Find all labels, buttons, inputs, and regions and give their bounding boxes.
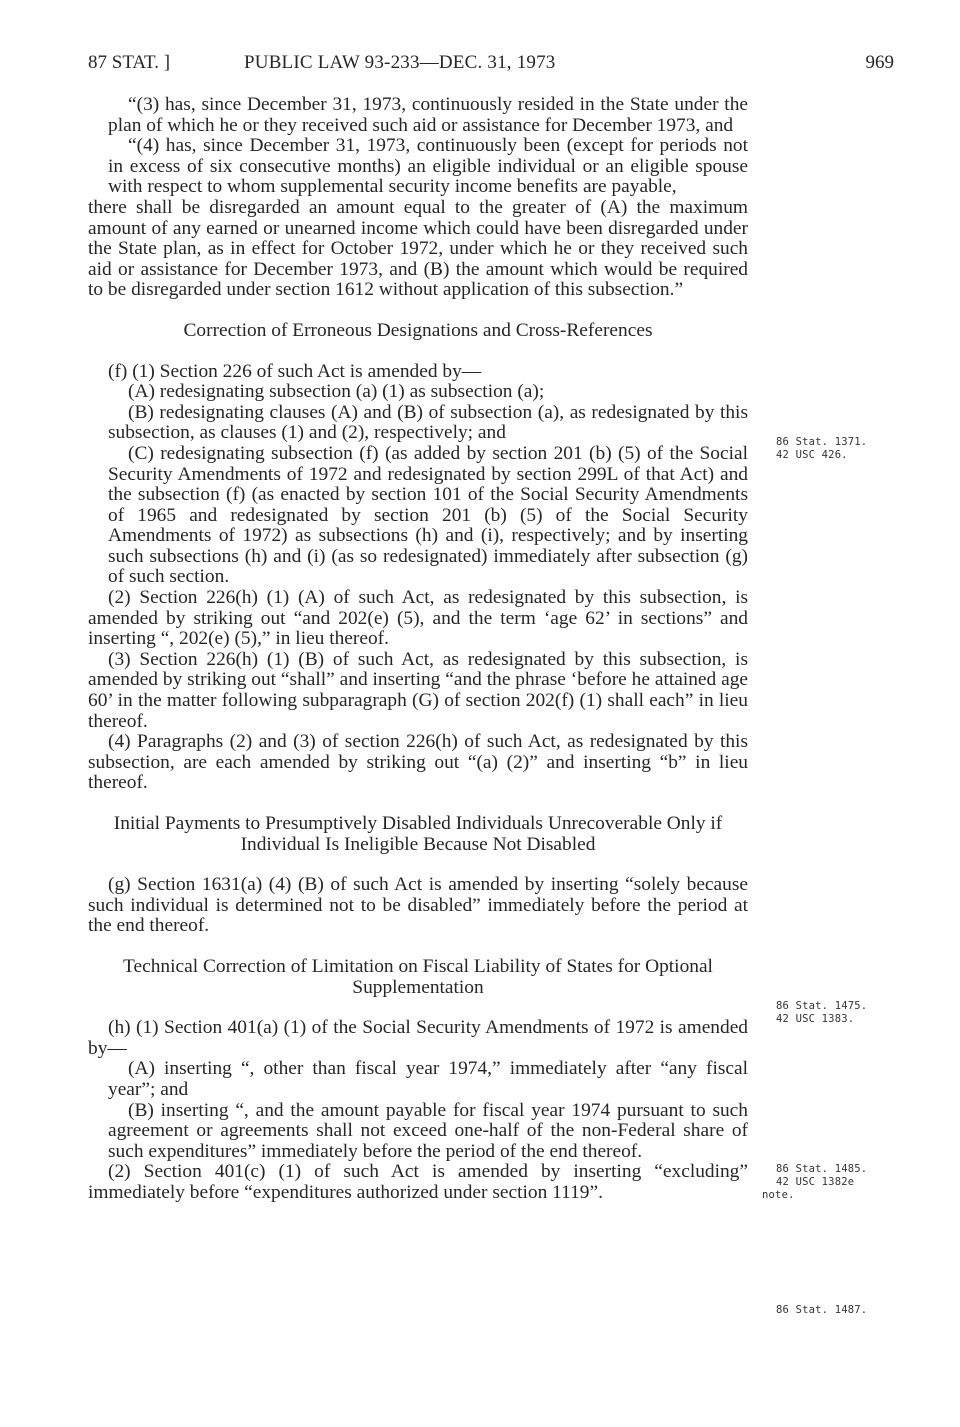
margin-note-g-line1: 86 Stat. 1475.: [776, 1000, 868, 1012]
margin-note-h: [762, 1163, 867, 1202]
paragraph-f1-b: (B) redesignating clauses (A) and (B) of subsection (a), as redesignated by this subsection, as clauses (1) and (2), respectively; and: [108, 401, 748, 444]
margin-note-h-line2: 42 USC 1382e: [776, 1176, 855, 1188]
statute-volume: 87 STAT. ]: [88, 52, 171, 73]
section-heading-g: Initial Payments to Presumptively Disabled Individuals Unrecoverable Only if Individual Is Ineligible Because Not Disabled: [113, 813, 723, 855]
margin-note-f-line1: 86 Stat. 1371.: [776, 436, 868, 448]
document-body: [88, 95, 748, 1204]
paragraph-h2: (2) Section 401(c) (1) of such Act is amended by inserting “excluding” immediately before “expenditures authorized under section 1119”.: [88, 1161, 748, 1203]
page-header: [88, 52, 894, 82]
margin-note-f-line2: 42 USC 426.: [776, 449, 848, 461]
paragraph-f2: (2) Section 226(h) (1) (A) of such Act, as redesignated by this subsection, is amended by striking out “and 202(e) (5), and the term ‘age 62’ in sections” and inserting “, 202(e) (5),” in lieu thereof.: [88, 587, 748, 650]
page-number: 969: [865, 52, 894, 73]
paragraph-f1-c: (C) redesignating subsection (f) (as added by section 201 (b) (5) of the Social Security Amendments of 1972 and redesignated by section 299L of that Act) and the subsection (f) (as enacted by section 101 of the Social Security Amendments of 1965 and redesignated by section 201 (b) (5) of the Social Security Amendments of 1972) as subsections (h) and (i), respectively; and by inserting such subsections (h) and (i) (as so redesignated) immediately after subsection (g) of such section.: [108, 442, 748, 588]
paragraph-f1-a: (A) redesignating subsection (a) (1) as subsection (a);: [128, 381, 545, 403]
margin-note-h2-line1: 86 Stat. 1487.: [776, 1304, 868, 1316]
margin-note-g-line2: 42 USC 1383.: [776, 1013, 855, 1025]
paragraph-3: “(3) has, since December 31, 1973, continuously resided in the State under the plan of which he or they received such aid or assistance for December 1973, and: [108, 94, 748, 136]
margin-note-h-line1: 86 Stat. 1485.: [776, 1163, 868, 1175]
running-title: PUBLIC LAW 93-233—DEC. 31, 1973: [244, 52, 556, 73]
margin-note-h2: [776, 1304, 867, 1317]
margin-note-h-line3: note.: [762, 1189, 795, 1201]
section-heading-f: Correction of Erroneous Designations and Cross-References: [183, 319, 653, 341]
margin-note-f: [776, 436, 867, 462]
paragraph-disregard: there shall be disregarded an amount equal to the greater of (A) the maximum amount of any earned or unearned income which could have been disregarded under the State plan, as in effect for October 1972, under which he or they received such aid or assistance for December 1973, and (B) the amount which would be required to be disregarded under section 1612 without application of this subsection.”: [88, 196, 748, 301]
paragraph-4: “(4) has, since December 31, 1973, continuously been (except for periods not in excess of six consecutive months) an eligible individual or an eligible spouse with respect to whom supplemental security income benefits are payable,: [108, 135, 748, 198]
paragraph-f1: (f) (1) Section 226 of such Act is amended by—: [108, 360, 482, 382]
paragraph-g: (g) Section 1631(a) (4) (B) of such Act is amended by inserting “solely because such individual is determined not to be disabled” immediately before the period at the end thereof.: [88, 874, 748, 937]
margin-note-g: [776, 1000, 867, 1026]
paragraph-f3: (3) Section 226(h) (1) (B) of such Act, as redesignated by this subsection, is amended by striking out “shall” and inserting “and the phrase ‘before he attained age 60’ in the matter following subparagraph (G) of section 202(f) (1) shall each” in lieu thereof.: [88, 648, 748, 732]
section-heading-h: Technical Correction of Limitation on Fiscal Liability of States for Optional Supplementation: [123, 955, 713, 998]
paragraph-h1-b: (B) inserting “, and the amount payable for fiscal year 1974 pursuant to such agreement or agreements shall not exceed one-half of the non-Federal share of such expenditures” immediately before the period of the end thereof.: [108, 1099, 748, 1162]
paragraph-f4: (4) Paragraphs (2) and (3) of section 226(h) of such Act, as redesignated by this subsection, are each amended by striking out “(a) (2)” and inserting “b” in lieu thereof.: [88, 731, 748, 794]
paragraph-h1: (h) (1) Section 401(a) (1) of the Social Security Amendments of 1972 is amended by—: [88, 1017, 748, 1059]
paragraph-h1-a: (A) inserting “, other than fiscal year 1974,” immediately after “any fiscal year”; and: [108, 1058, 748, 1100]
